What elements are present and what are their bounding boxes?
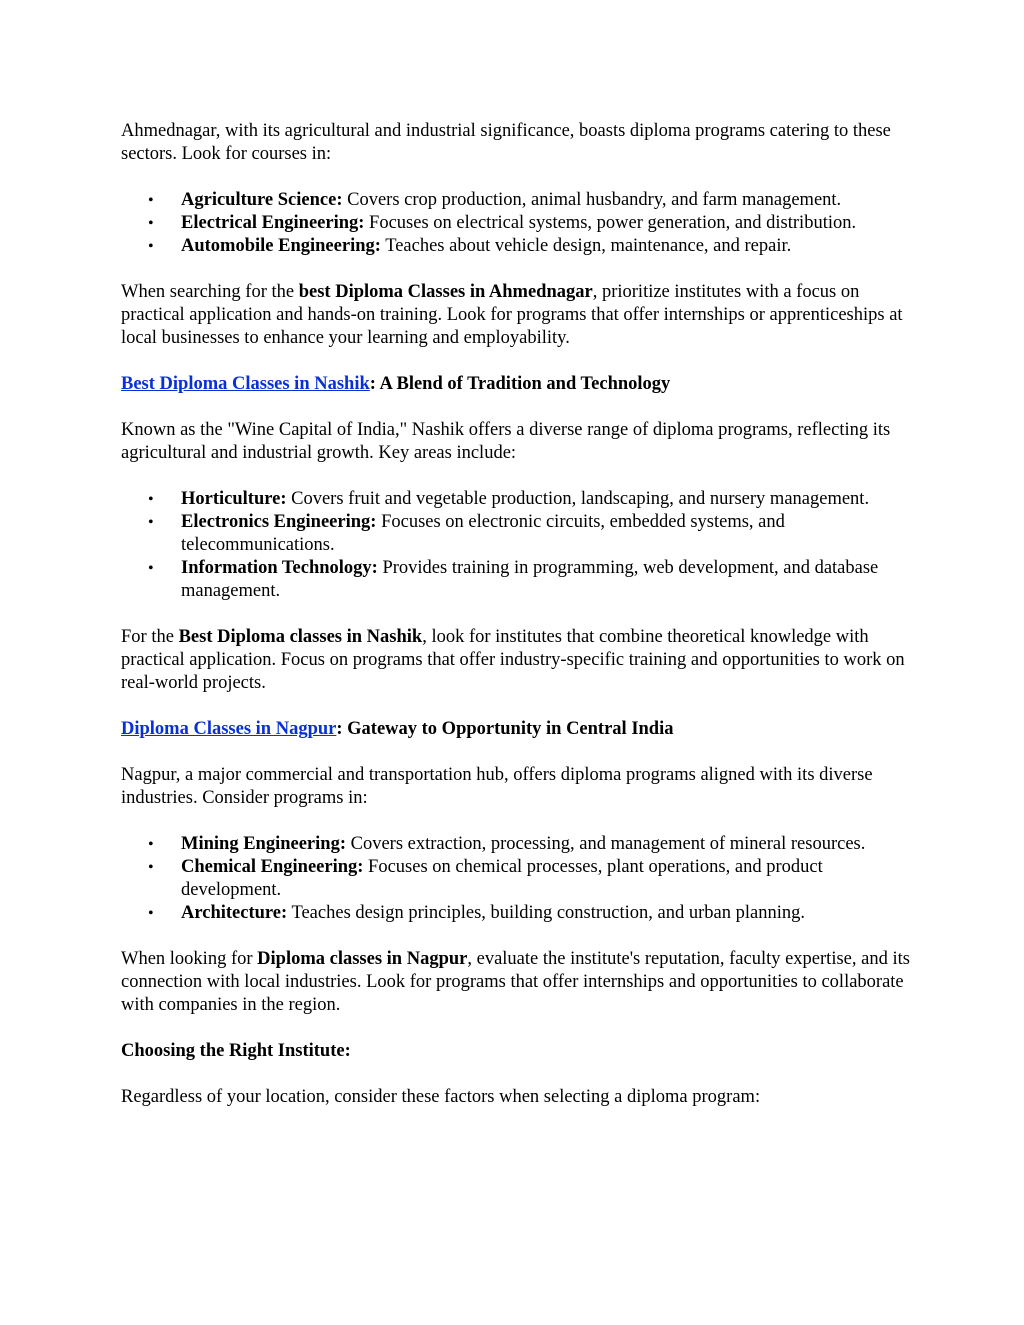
nagpur-paragraph [121, 948, 911, 1017]
nashik-intro-paragraph: Known as the "Wine Capital of India," Nashik offers a diverse range of diploma programs, reflecting its agricultural and industrial growth. Key areas include: [121, 420, 891, 463]
course-description: Covers extraction, processing, and management of mineral resources. [345, 834, 866, 854]
choosing-heading: Choosing the Right Institute: [121, 1041, 351, 1061]
course-term: Architecture: [181, 903, 288, 923]
ahmednagar-paragraph [121, 281, 911, 350]
nashik-link[interactable]: Best Diploma Classes in Nashik [121, 374, 370, 394]
list-item [148, 557, 911, 603]
nagpur-course-list [121, 833, 911, 925]
nashik-paragraph-post: , look for institutes that combine theoretical knowledge with practical application. Focus on programs that offer industry-specific training and opportunities to work on real-world projects. [121, 627, 905, 693]
bullet-icon: • [148, 491, 154, 508]
bullet-icon: • [148, 192, 154, 209]
list-item [148, 833, 911, 856]
nagpur-link[interactable]: Diploma Classes in Nagpur [121, 719, 337, 739]
course-description: Focuses on electrical systems, power generation, and distribution. [364, 213, 857, 233]
course-description: Covers crop production, animal husbandry, and farm management. [342, 190, 842, 210]
course-description: Provides training in programming, web development, and database management. [181, 558, 879, 601]
ahmednagar-course-list [121, 189, 911, 258]
nashik-course-list [121, 488, 911, 603]
course-description: Focuses on electronic circuits, embedded systems, and telecommunications. [181, 512, 785, 555]
intro-paragraph: Ahmednagar, with its agricultural and industrial significance, boasts diploma programs catering to these sectors. Look for courses in: [121, 121, 891, 164]
course-description: Focuses on chemical processes, plant operations, and product development. [181, 857, 823, 900]
nagpur-paragraph-pre: When looking for [121, 949, 258, 969]
ahmednagar-paragraph-post: , prioritize institutes with a focus on practical application and hands-on training. Look for programs that offer internships or apprenticeships at local businesses to enhance your learning and employability. [121, 282, 903, 348]
course-term: Chemical Engineering: [181, 857, 364, 877]
course-term: Mining Engineering: [181, 834, 346, 854]
list-item [148, 189, 911, 212]
list-item [148, 488, 911, 511]
course-term: Horticulture: [181, 489, 287, 509]
nagpur-paragraph-bold: Diploma classes in Nagpur [257, 949, 468, 969]
course-term: Agriculture Science: [181, 190, 343, 210]
course-term: Information Technology: [181, 558, 378, 578]
document-page [121, 120, 911, 1132]
bullet-icon: • [148, 238, 154, 255]
closing-paragraph: Regardless of your location, consider these factors when selecting a diploma program: [121, 1087, 761, 1107]
nashik-heading [121, 373, 911, 396]
nagpur-paragraph-post: , evaluate the institute's reputation, faculty expertise, and its connection with local industries. Look for programs that offer internships and opportunities to collaborate with companies in the region. [121, 949, 910, 1015]
course-term: Electrical Engineering: [181, 213, 365, 233]
ahmednagar-paragraph-pre: When searching for the [121, 282, 299, 302]
list-item [148, 235, 911, 258]
list-item [148, 511, 911, 557]
nashik-paragraph [121, 626, 911, 695]
bullet-icon: • [148, 836, 154, 853]
bullet-icon: • [148, 859, 154, 876]
ahmednagar-paragraph-bold: best Diploma Classes in Ahmednagar [298, 282, 593, 302]
course-description: Covers fruit and vegetable production, landscaping, and nursery management. [286, 489, 870, 509]
course-term: Electronics Engineering: [181, 512, 377, 532]
nashik-paragraph-bold: Best Diploma classes in Nashik [178, 627, 423, 647]
list-item [148, 856, 911, 902]
nagpur-intro-paragraph: Nagpur, a major commercial and transportation hub, offers diploma programs aligned with its diverse industries. Consider programs in: [121, 765, 873, 808]
bullet-icon: • [148, 560, 154, 577]
nashik-heading-rest: : A Blend of Tradition and Technology [369, 374, 671, 394]
nashik-paragraph-pre: For the [121, 627, 179, 647]
course-term: Automobile Engineering: [181, 236, 381, 256]
bullet-icon: • [148, 514, 154, 531]
bullet-icon: • [148, 215, 154, 232]
course-description: Teaches about vehicle design, maintenance, and repair. [380, 236, 792, 256]
course-description: Teaches design principles, building construction, and urban planning. [287, 903, 805, 923]
list-item [148, 212, 911, 235]
nagpur-heading-rest: : Gateway to Opportunity in Central India [336, 719, 674, 739]
list-item [148, 902, 911, 925]
bullet-icon: • [148, 905, 154, 922]
nagpur-heading [121, 718, 911, 741]
